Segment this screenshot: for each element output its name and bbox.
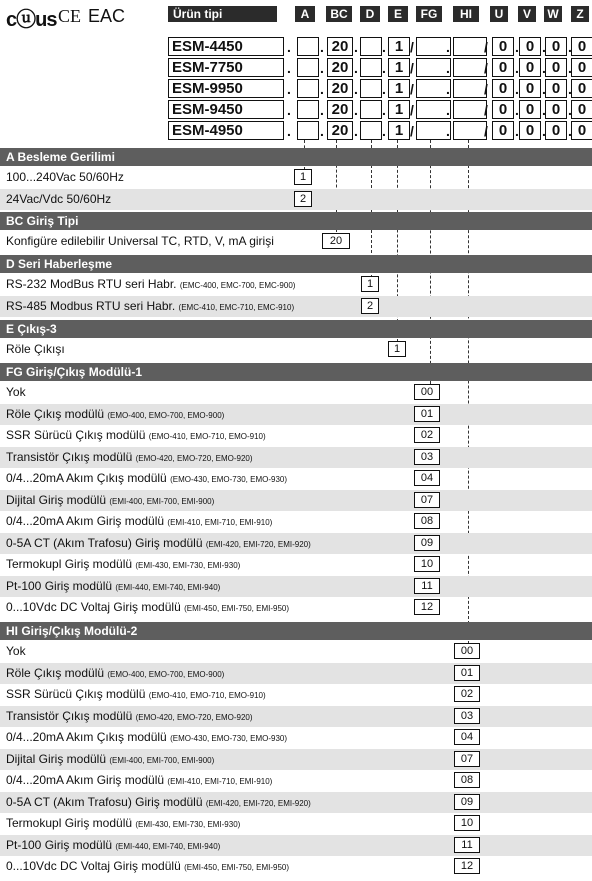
option-label: 0/4...20mA Akım Çıkış modülü xyxy=(6,730,167,744)
separator-dot: . xyxy=(515,81,519,97)
cell-w: 0 xyxy=(545,37,567,56)
cell-d xyxy=(360,121,382,140)
separator-dot: . xyxy=(320,123,324,139)
option-row xyxy=(0,490,592,511)
header-column-bc: BC xyxy=(326,6,352,22)
option-code-box: 10 xyxy=(454,815,480,831)
cell-w: 0 xyxy=(545,121,567,140)
model-code-title: ESM-7750 xyxy=(168,58,284,77)
option-label: SSR Sürücü Çıkış modülü xyxy=(6,687,146,701)
option-label: RS-232 ModBus RTU seri Habr. xyxy=(6,277,177,291)
separator-dot: . xyxy=(568,39,572,55)
cell-a xyxy=(297,121,319,140)
option-code-box: 07 xyxy=(414,492,440,508)
separator-dot: . xyxy=(354,81,358,97)
cell-v: 0 xyxy=(519,100,541,119)
cell-z: 0 xyxy=(571,100,592,119)
option-label: 100...240Vac 50/60Hz xyxy=(6,170,124,184)
separator-slash: / xyxy=(484,39,488,55)
option-model-numbers: (EMI-450, EMI-750, EMI-950) xyxy=(184,604,290,613)
separator-dot: . xyxy=(287,123,291,139)
header-column-z: Z xyxy=(571,6,589,22)
separator-dot: . xyxy=(382,60,386,76)
option-label: 0-5A CT (Akım Trafosu) Giriş modülü xyxy=(6,794,203,809)
option-code-box: 00 xyxy=(454,643,480,659)
header-product-type: Ürün tipi xyxy=(168,6,277,22)
option-row xyxy=(0,382,592,403)
cell-e: 1 xyxy=(388,121,410,140)
option-code-box: 12 xyxy=(454,858,480,874)
option-label: Dijital Giriş modülü xyxy=(6,751,107,766)
option-label: Termokupl Giriş modülü xyxy=(6,557,133,571)
option-row xyxy=(0,770,592,791)
option-label: 0...10Vdc DC Voltaj Giriş modülü xyxy=(6,859,181,873)
option-model-numbers: (EMI-410, EMI-710, EMI-910) xyxy=(167,777,273,786)
header-column-w: W xyxy=(544,6,562,22)
separator-dot: . xyxy=(568,102,572,118)
option-code-box: 02 xyxy=(414,427,440,443)
option-row xyxy=(0,641,592,662)
separator-dot: . xyxy=(287,102,291,118)
separator-dot: . xyxy=(542,60,546,76)
separator-slash: / xyxy=(484,102,488,118)
cell-e: 1 xyxy=(388,79,410,98)
model-code-title: ESM-4950 xyxy=(168,121,284,140)
cell-w: 0 xyxy=(545,100,567,119)
option-row xyxy=(0,597,592,618)
separator-dot: . xyxy=(542,81,546,97)
option-label: Konfigüre edilebilir Universal TC, RTD, V, mA girişi xyxy=(6,234,274,248)
option-label: Pt-100 Giriş modülü xyxy=(6,837,113,852)
option-row xyxy=(0,274,592,295)
separator-dot: . xyxy=(382,39,386,55)
option-code-box: 1 xyxy=(388,341,406,357)
option-row xyxy=(0,706,592,727)
separator-dot: . xyxy=(287,39,291,55)
separator-dot: . xyxy=(287,81,291,97)
header-column-d: D xyxy=(360,6,380,22)
separator-dot: . xyxy=(354,39,358,55)
option-row xyxy=(0,404,592,425)
cell-v: 0 xyxy=(519,121,541,140)
model-code-title: ESM-9950 xyxy=(168,79,284,98)
cell-e: 1 xyxy=(388,37,410,56)
model-code-title: ESM-9450 xyxy=(168,100,284,119)
option-label: Dijital Giriş modülü xyxy=(6,492,107,507)
separator-slash: / xyxy=(410,102,414,118)
option-model-numbers: (EMI-430, EMI-730, EMI-930) xyxy=(135,561,241,570)
section-header-d: D Seri Haberleşme xyxy=(0,255,592,273)
option-code-box: 01 xyxy=(454,665,480,681)
separator-slash: / xyxy=(410,39,414,55)
cell-z: 0 xyxy=(571,58,592,77)
option-model-numbers: (EMI-400, EMI-700, EMI-900) xyxy=(109,496,215,506)
option-model-numbers: (EMI-400, EMI-700, EMI-900) xyxy=(109,755,215,765)
option-model-numbers: (EMO-410, EMO-710, EMO-910) xyxy=(148,432,266,441)
header-column-a: A xyxy=(295,6,315,22)
cell-hi xyxy=(453,79,487,98)
option-code-box: 00 xyxy=(414,384,440,400)
header-column-u: U xyxy=(490,6,508,22)
separator-dot: . xyxy=(382,102,386,118)
cell-a xyxy=(297,100,319,119)
separator-dot: . xyxy=(446,81,450,97)
option-model-numbers: (EMO-420, EMO-720, EMO-920) xyxy=(135,453,253,463)
option-label: 0/4...20mA Akım Giriş modülü xyxy=(6,514,165,528)
option-row xyxy=(0,727,592,748)
separator-slash: / xyxy=(484,123,488,139)
option-model-numbers: (EMO-400, EMO-700, EMO-900) xyxy=(107,669,225,679)
cell-e: 1 xyxy=(388,100,410,119)
separator-dot: . xyxy=(542,39,546,55)
option-model-numbers: (EMI-440, EMI-740, EMI-940) xyxy=(115,841,221,851)
separator-dot: . xyxy=(320,60,324,76)
option-model-numbers: (EMI-440, EMI-740, EMI-940) xyxy=(115,582,221,592)
option-label: Röle Çıkış modülü xyxy=(6,406,105,421)
header-column-fg: FG xyxy=(416,6,442,22)
option-code-box: 09 xyxy=(454,794,480,810)
separator-slash: / xyxy=(410,60,414,76)
option-label: Transistör Çıkış modülü xyxy=(6,449,133,464)
option-label: 0/4...20mA Akım Çıkış modülü xyxy=(6,471,167,485)
header-column-e: E xyxy=(388,6,408,22)
header-column-v: V xyxy=(518,6,536,22)
cell-e: 1 xyxy=(388,58,410,77)
option-code-box: 02 xyxy=(454,686,480,702)
option-code-box: 04 xyxy=(414,470,440,486)
option-label: Röle Çıkışı xyxy=(6,342,65,356)
separator-dot: . xyxy=(568,81,572,97)
option-model-numbers: (EMO-410, EMO-710, EMO-910) xyxy=(148,691,266,700)
cell-bc: 20 xyxy=(327,37,353,56)
option-code-box: 11 xyxy=(454,837,480,853)
option-model-numbers: (EMI-420, EMI-720, EMI-920) xyxy=(205,539,311,549)
option-row xyxy=(0,296,592,317)
separator-slash: / xyxy=(410,123,414,139)
cell-a xyxy=(297,79,319,98)
cell-u: 0 xyxy=(492,37,514,56)
option-row xyxy=(0,576,592,597)
cell-u: 0 xyxy=(492,100,514,119)
cell-w: 0 xyxy=(545,58,567,77)
option-row xyxy=(0,533,592,554)
cell-d xyxy=(360,58,382,77)
section-header-fg: FG Giriş/Çıkış Modülü-1 xyxy=(0,363,592,381)
option-code-box: 04 xyxy=(454,729,480,745)
option-code-box: 10 xyxy=(414,556,440,572)
cell-hi xyxy=(453,37,487,56)
separator-dot: . xyxy=(354,123,358,139)
cell-v: 0 xyxy=(519,37,541,56)
option-model-numbers: (EMI-430, EMI-730, EMI-930) xyxy=(135,820,241,829)
cell-u: 0 xyxy=(492,79,514,98)
option-row xyxy=(0,684,592,705)
option-label: SSR Sürücü Çıkış modülü xyxy=(6,428,146,442)
cell-bc: 20 xyxy=(327,79,353,98)
separator-dot: . xyxy=(354,102,358,118)
separator-dot: . xyxy=(515,39,519,55)
option-code-box: 12 xyxy=(414,599,440,615)
option-row xyxy=(0,425,592,446)
option-label: 0/4...20mA Akım Giriş modülü xyxy=(6,773,165,787)
option-code-box: 2 xyxy=(361,298,379,314)
option-model-numbers: (EMO-430, EMO-730, EMO-930) xyxy=(170,734,287,743)
option-row xyxy=(0,813,592,834)
separator-dot: . xyxy=(515,102,519,118)
option-code-box: 03 xyxy=(414,449,440,465)
option-row xyxy=(0,339,592,360)
separator-dot: . xyxy=(320,39,324,55)
option-code-box: 08 xyxy=(414,513,440,529)
option-label: 0-5A CT (Akım Trafosu) Giriş modülü xyxy=(6,535,203,550)
separator-slash: / xyxy=(484,60,488,76)
option-code-box: 03 xyxy=(454,708,480,724)
separator-dot: . xyxy=(320,81,324,97)
option-code-box: 20 xyxy=(322,233,350,249)
option-model-numbers: (EMO-400, EMO-700, EMO-900) xyxy=(107,410,225,420)
cell-hi xyxy=(453,121,487,140)
option-row xyxy=(0,663,592,684)
option-row xyxy=(0,447,592,468)
option-model-numbers: (EMI-420, EMI-720, EMI-920) xyxy=(205,798,311,808)
separator-dot: . xyxy=(515,60,519,76)
cell-v: 0 xyxy=(519,58,541,77)
option-label: 24Vac/Vdc 50/60Hz xyxy=(6,191,112,206)
option-label: Yok xyxy=(6,644,26,658)
separator-dot: . xyxy=(542,102,546,118)
option-code-box: 08 xyxy=(454,772,480,788)
separator-dot: . xyxy=(542,123,546,139)
separator-dot: . xyxy=(446,123,450,139)
eac-certification-logo: EAC xyxy=(88,6,126,26)
option-model-numbers: (EMO-430, EMO-730, EMO-930) xyxy=(170,475,287,484)
ul-certification-logo: cⓤus xyxy=(6,9,57,31)
cell-a xyxy=(297,58,319,77)
separator-dot: . xyxy=(515,123,519,139)
section-header-bc: BC Giriş Tipi xyxy=(0,212,592,230)
option-label: 0...10Vdc DC Voltaj Giriş modülü xyxy=(6,600,181,614)
cell-bc: 20 xyxy=(327,58,353,77)
separator-dot: . xyxy=(354,60,358,76)
option-model-numbers: (EMC-400, EMC-700, EMC-900) xyxy=(179,281,296,290)
option-code-box: 2 xyxy=(294,191,312,207)
option-code-box: 09 xyxy=(414,535,440,551)
cell-bc: 20 xyxy=(327,121,353,140)
cell-u: 0 xyxy=(492,121,514,140)
option-model-numbers: (EMI-410, EMI-710, EMI-910) xyxy=(167,518,273,527)
option-row xyxy=(0,554,592,575)
option-model-numbers: (EMO-420, EMO-720, EMO-920) xyxy=(135,712,253,722)
option-row xyxy=(0,856,592,877)
option-label: Yok xyxy=(6,385,26,399)
option-model-numbers: (EMI-450, EMI-750, EMI-950) xyxy=(184,863,290,872)
option-row xyxy=(0,792,592,813)
option-row xyxy=(0,835,592,856)
cell-v: 0 xyxy=(519,79,541,98)
section-header-hi: HI Giriş/Çıkış Modülü-2 xyxy=(0,622,592,640)
separator-dot: . xyxy=(382,123,386,139)
separator-dot: . xyxy=(287,60,291,76)
option-code-box: 1 xyxy=(294,169,312,185)
cell-hi xyxy=(453,100,487,119)
separator-dot: . xyxy=(568,123,572,139)
option-label: RS-485 Modbus RTU seri Habr. xyxy=(6,298,176,313)
option-code-box: 11 xyxy=(414,578,440,594)
separator-dot: . xyxy=(446,102,450,118)
cell-a xyxy=(297,37,319,56)
cell-bc: 20 xyxy=(327,100,353,119)
separator-dot: . xyxy=(568,60,572,76)
option-model-numbers: (EMC-410, EMC-710, EMC-910) xyxy=(178,302,295,312)
section-header-e: E Çıkış-3 xyxy=(0,320,592,338)
separator-slash: / xyxy=(484,81,488,97)
cell-hi xyxy=(453,58,487,77)
option-label: Pt-100 Giriş modülü xyxy=(6,578,113,593)
option-label: Röle Çıkış modülü xyxy=(6,665,105,680)
separator-dot: . xyxy=(320,102,324,118)
option-row xyxy=(0,511,592,532)
option-label: Transistör Çıkış modülü xyxy=(6,708,133,723)
separator-slash: / xyxy=(410,81,414,97)
cell-d xyxy=(360,100,382,119)
cell-d xyxy=(360,79,382,98)
cell-u: 0 xyxy=(492,58,514,77)
cell-z: 0 xyxy=(571,79,592,98)
cell-d xyxy=(360,37,382,56)
cell-z: 0 xyxy=(571,121,592,140)
separator-dot: . xyxy=(446,39,450,55)
option-code-box: 01 xyxy=(414,406,440,422)
separator-dot: . xyxy=(382,81,386,97)
cell-z: 0 xyxy=(571,37,592,56)
ce-certification-logo: CE xyxy=(58,6,82,26)
separator-dot: . xyxy=(446,60,450,76)
option-label: Termokupl Giriş modülü xyxy=(6,816,133,830)
section-header-a: A Besleme Gerilimi xyxy=(0,148,592,166)
cell-w: 0 xyxy=(545,79,567,98)
option-code-box: 1 xyxy=(361,276,379,292)
option-code-box: 07 xyxy=(454,751,480,767)
model-code-title: ESM-4450 xyxy=(168,37,284,56)
option-row xyxy=(0,231,592,252)
option-row xyxy=(0,468,592,489)
option-row xyxy=(0,749,592,770)
header-column-hi: HI xyxy=(453,6,479,22)
